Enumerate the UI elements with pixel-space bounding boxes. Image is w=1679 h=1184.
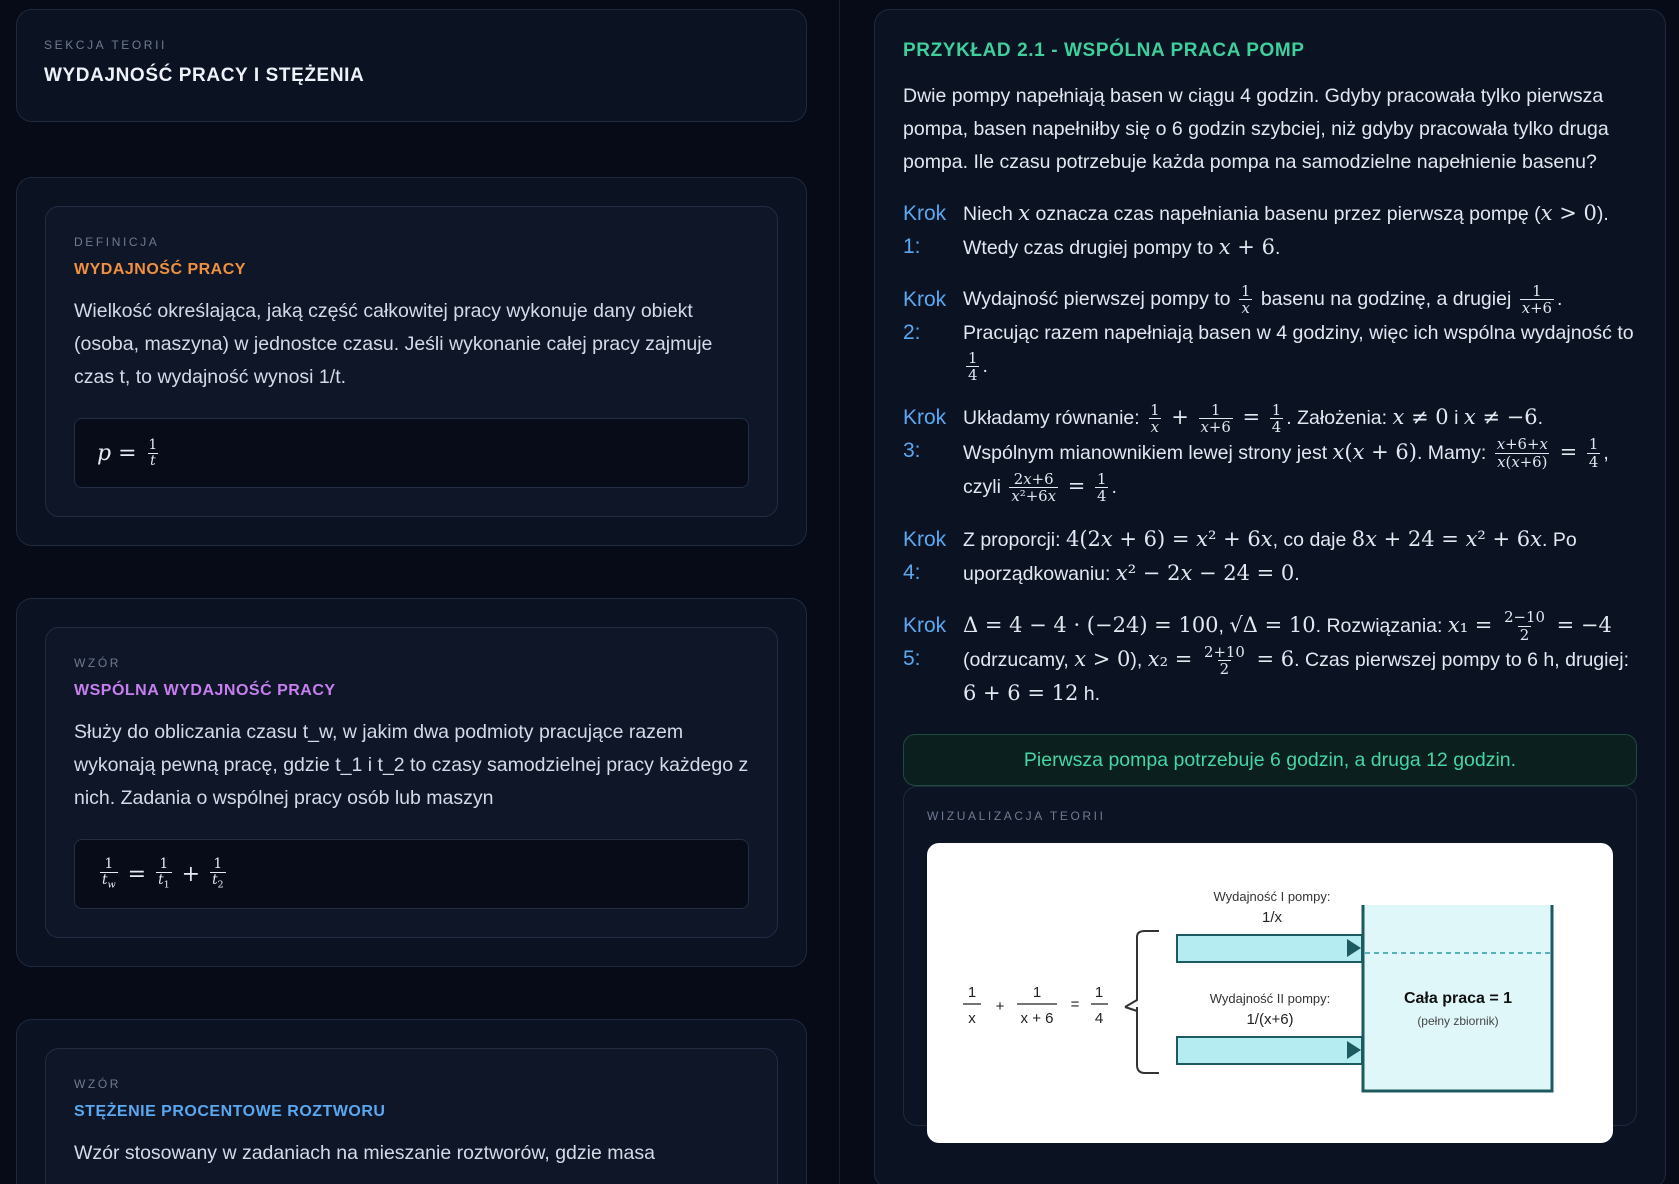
step-body: Z proporcji: 4(2x + 6) = x² + 6x, co daje 8x + 24 = x² + 6x. Po uporządkowaniu: x² − 2x − 24 = 0. — [963, 526, 1577, 585]
tank-sublabel: (pełny zbiornik) — [1417, 1014, 1499, 1029]
svg-text:1: 1 — [1094, 984, 1104, 1002]
step-body: Wydajność pierwszej pompy to $\frac{1}{x}$ basenu na godzinę, a drugiej $\frac{1}{x+6}$ . Pracując razem napełniają basen w 4 godziny, więc ich wspólna wydajność to $\frac{1}{4}$ . — [963, 282, 1634, 385]
formula-fraction: $\frac{1}{t}$ — [148, 436, 158, 469]
formula-box: $\frac{1}{t_w}$ = $\frac{1}{t_1}$ + $\frac{1}{t_2}$ — [74, 839, 749, 909]
svg-text:=: = — [1070, 996, 1080, 1014]
step-2 — [903, 283, 1637, 383]
svg-text:1: 1 — [1032, 984, 1042, 1002]
tank-label: Cała praca = 1 — [1403, 990, 1513, 1008]
card-eyebrow: DEFINICJA — [74, 235, 160, 249]
card-description: Wielkość określająca, jaką część całkowitej pracy wykonuje dany obiekt (osoba, maszyna) w jednostce czasu. Jeśli wykonanie całej pracy zajmuje czas t, to wydajność wynosi 1/t. — [74, 300, 713, 388]
brace — [1125, 931, 1159, 1073]
theory-column — [16, 9, 807, 1184]
step-body: Δ = 4 − 4 · (−24) = 100, √Δ = 10. Rozwiązania: x₁ = $\frac{2-10}{2}$ = −4 (odrzucamy, x > 0), x₂ = $\frac{2+10}{2}$ = 6. Czas pierwszej pompy to 6 h, drugiej: 6 + 6 = 12 h. — [963, 608, 1630, 706]
example-panel — [874, 9, 1666, 1184]
card-eyebrow: WZÓR — [74, 656, 122, 670]
card-title: WSPÓLNA WYDAJNOŚĆ PRACY — [74, 682, 336, 699]
pump2-rate: 1/(x+6) — [1246, 1011, 1294, 1029]
svg-text:x + 6: x + 6 — [1020, 1010, 1054, 1028]
formula-box: p = $\frac{1}{t}$ — [74, 418, 749, 488]
step-label: Krok 1: — [903, 202, 947, 258]
equation — [963, 984, 1108, 1027]
step-4 — [903, 523, 1637, 591]
card-description: Wzór stosowany w zadaniach na mieszanie roztworów, gdzie masa — [74, 1142, 655, 1164]
example-column — [874, 9, 1666, 1184]
problem-text: Dwie pompy napełniają basen w ciągu 4 godzin. Gdyby pracowała tylko pierwsza pompa, basen napełniłby się o 6 godzin szybciej, niż gdyby pracowała tylko druga pompa. Ile czasu potrzebuje każda pompa na samodzielne napełnienie basenu? — [903, 85, 1609, 173]
formula-p: p — [97, 440, 112, 466]
theory-section-joint-work — [16, 598, 807, 967]
column-divider — [839, 0, 840, 1184]
svg-text:x: x — [968, 1010, 976, 1028]
formula-card — [45, 627, 778, 938]
header-title: WYDAJNOŚĆ PRACY I STĘŻENIA — [44, 65, 365, 86]
step-body: Niech x oznacza czas napełniania basenu przez pierwszą pompę (x > 0). Wtedy czas drugiej pompy to x + 6. — [963, 201, 1609, 259]
step-1 — [903, 197, 1637, 265]
svg-text:+: + — [995, 998, 1005, 1016]
step-label: Krok 4: — [903, 527, 947, 584]
card-eyebrow: WZÓR — [74, 1077, 122, 1091]
theory-header — [16, 9, 807, 122]
viz-eyebrow: WIZUALIZACJA TEORII — [927, 809, 1106, 824]
svg-text:4: 4 — [1094, 1010, 1104, 1028]
pump1-label: Wydajność I pompy: — [1213, 889, 1331, 905]
pump-diagram — [927, 843, 1613, 1143]
pipe-1 — [1177, 935, 1362, 962]
step-label: Krok 2: — [903, 288, 947, 344]
theory-section-definition — [16, 177, 807, 546]
theory-section-concentration — [16, 1019, 807, 1184]
formula-card — [45, 1048, 778, 1184]
pump1-rate: 1/x — [1261, 909, 1283, 927]
definition-card — [45, 206, 778, 517]
card-title: WYDAJNOŚĆ PRACY — [74, 261, 246, 278]
card-title: STĘŻENIE PROCENTOWE ROZTWORU — [74, 1103, 386, 1120]
example-title: PRZYKŁAD 2.1 - WSPÓLNA PRACA POMP — [903, 40, 1305, 61]
step-body: Układamy równanie: $\frac{1}{x}$ + $\frac{1}{x+6}$ = $\frac{1}{4}$ . Założenia: x ≠ 0 i x ≠ −6. Wspólnym mianownikiem lewej strony jest x(x + 6). Mamy: $\frac{x+6+x}{x(x+6)}$ = $\frac{1}{4}$ , czyli $\frac{2x+6}{\text{x²+6x}}$ = $\frac{1}{4}$ . — [963, 401, 1609, 506]
pipe-2 — [1177, 1037, 1362, 1064]
step-5 — [903, 609, 1637, 712]
step-label: Krok 5: — [903, 613, 947, 670]
card-description: Służy do obliczania czasu t_w, w jakim dwa podmioty pracujące razem wykonają pewną pracę, gdzie t_1 i t_2 to czasy samodzielnej pracy każdego z nich. Zadania o wspólnej pracy osób lub maszyn — [74, 721, 749, 809]
visualization-canvas — [927, 843, 1613, 1143]
step-3 — [903, 401, 1637, 504]
header-eyebrow: SEKCJA TEORII — [44, 38, 167, 52]
pump2-label: Wydajność II pompy: — [1209, 991, 1331, 1007]
answer-box: Pierwsza pompa potrzebuje 6 godzin, a druga 12 godzin. — [903, 734, 1637, 786]
step-label: Krok 3: — [903, 406, 947, 463]
visualization-panel — [903, 786, 1637, 1126]
svg-text:1: 1 — [967, 984, 977, 1002]
